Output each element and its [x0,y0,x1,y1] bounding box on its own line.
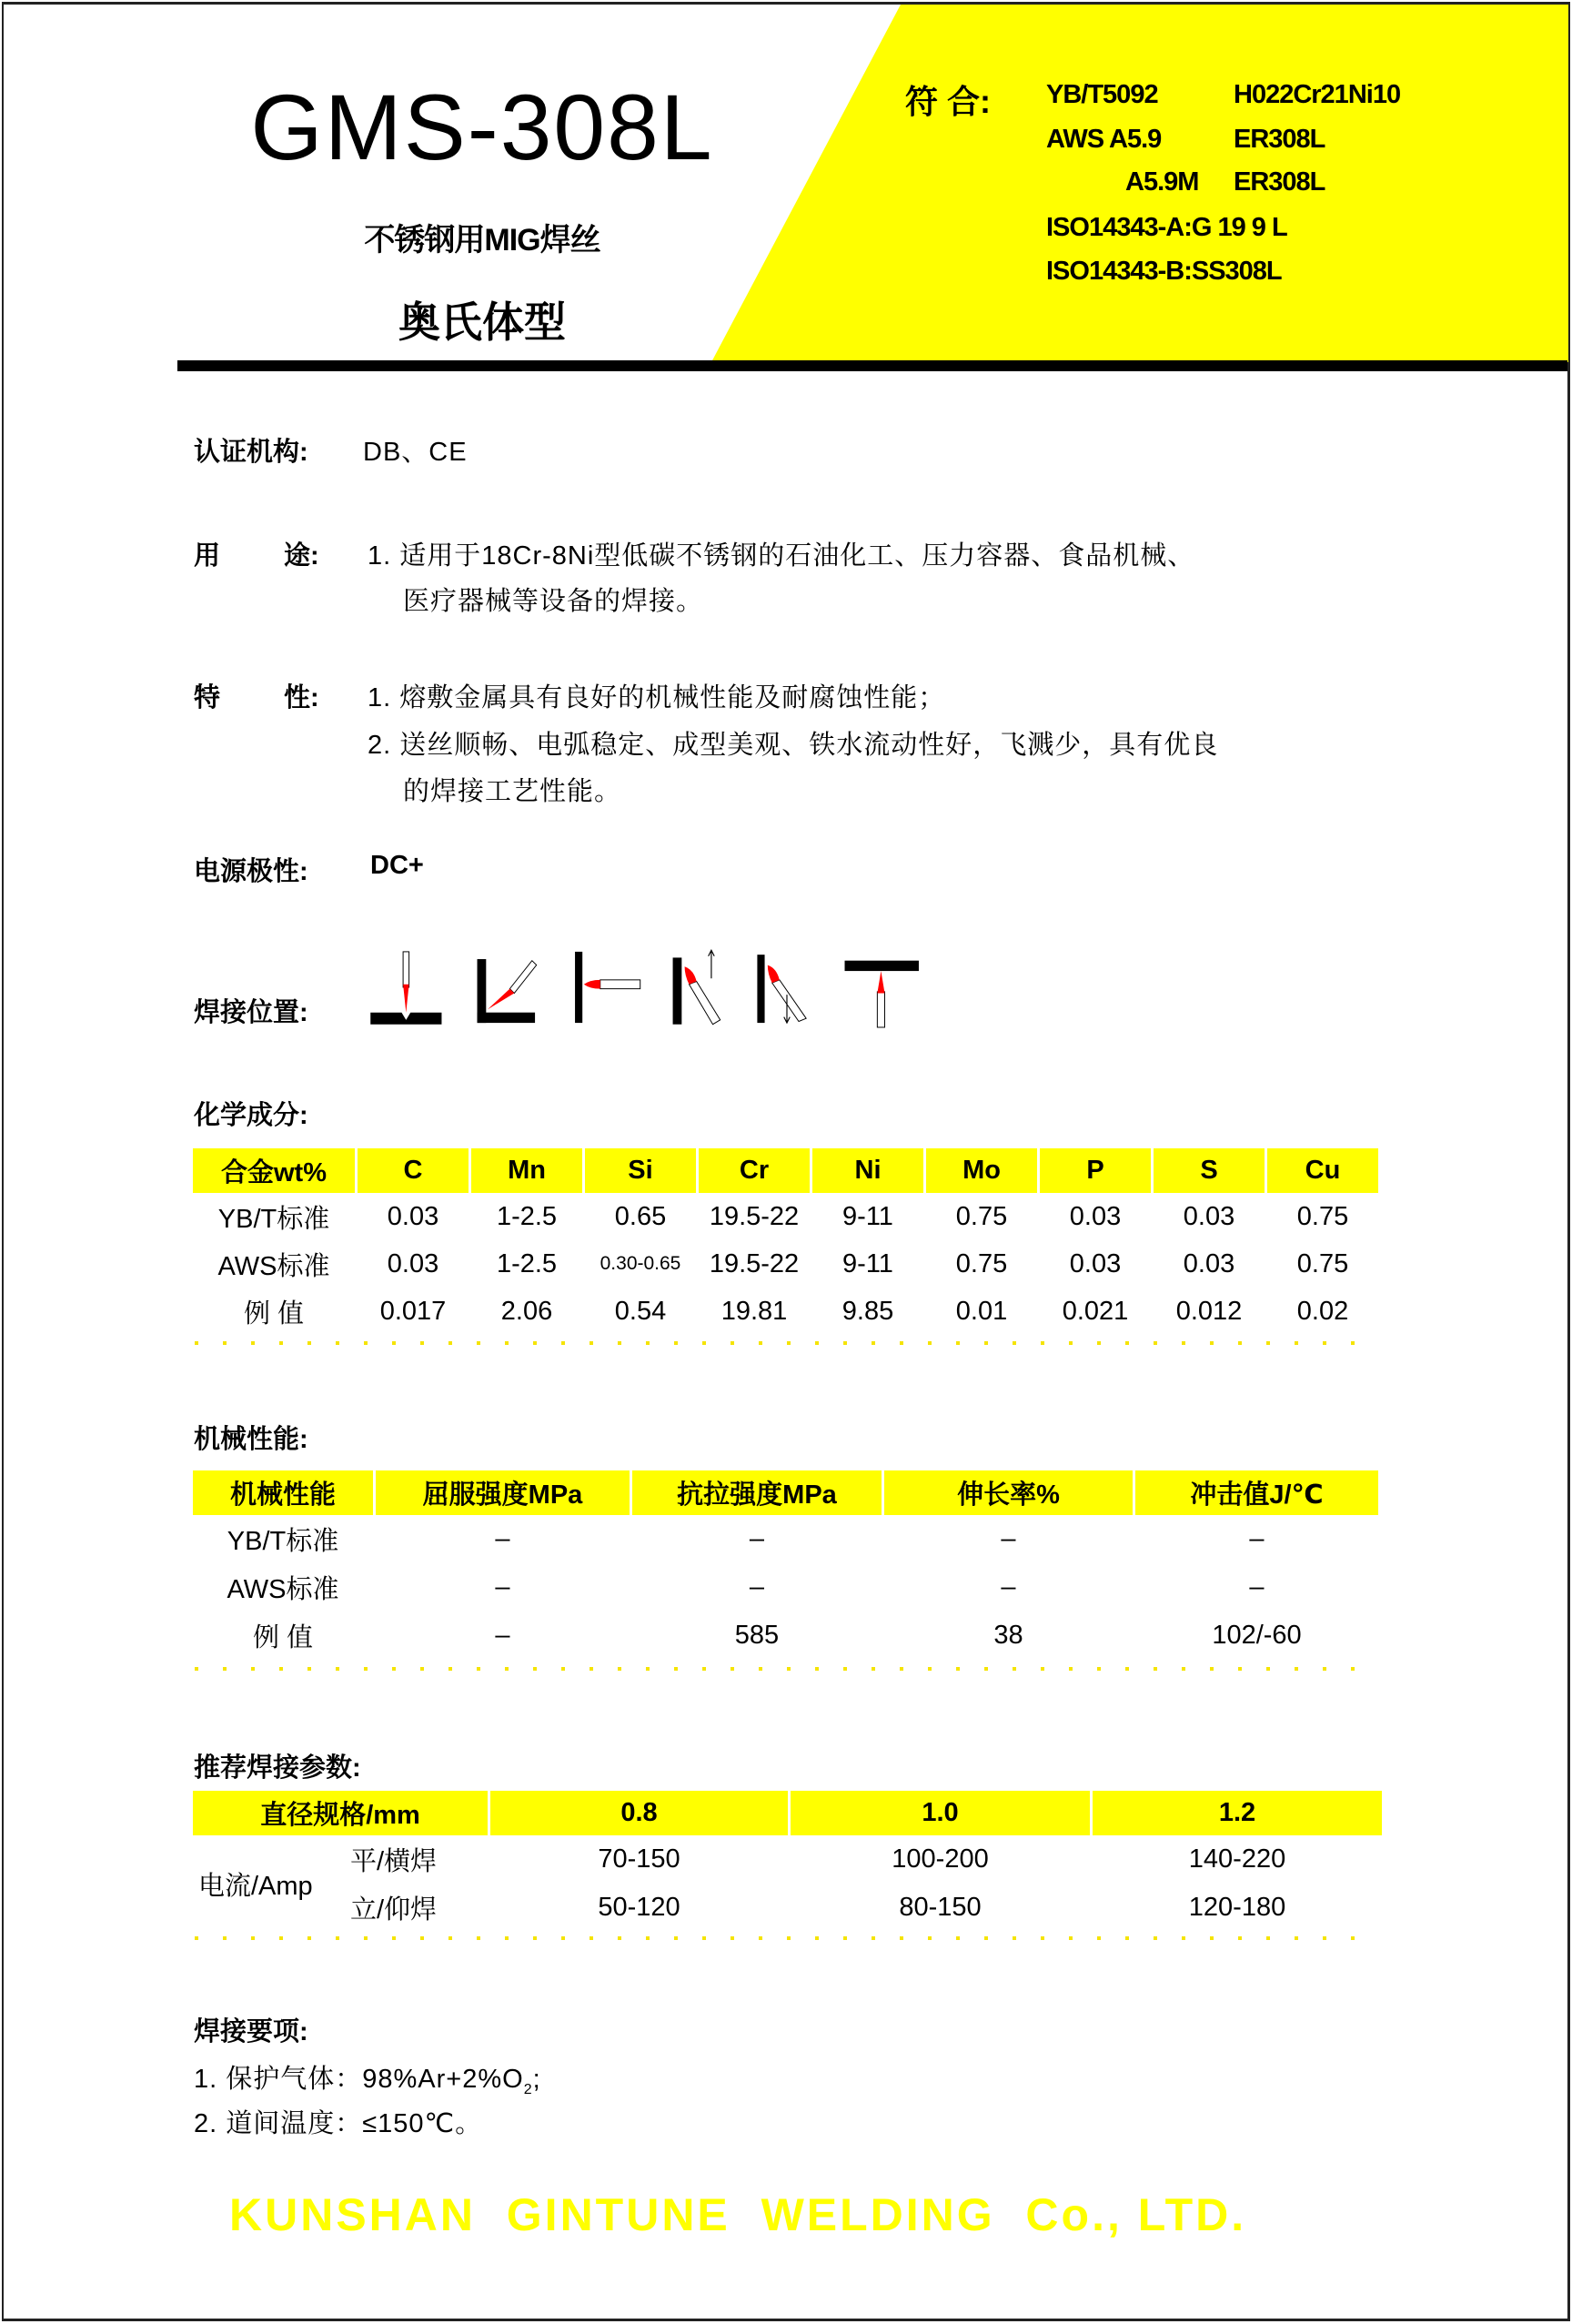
overhead-position-icon [845,961,919,1027]
welding-positions-diagram [368,943,931,1032]
col-header: 抗拉强度MPa [632,1470,882,1515]
table-row: 立/仰焊 50-120 80-150 120-180 [350,1893,1286,1925]
note-line [194,2058,541,2098]
table-header-row [193,1470,1378,1515]
usage-line: 医疗器械等设备的焊接。 [403,587,704,616]
grade: ER308L [1234,125,1325,154]
col-header: C [358,1148,469,1193]
product-type: 奥氏体型 [398,298,566,346]
standard: YB/T5092 [1046,80,1158,109]
dotted-divider [195,1667,1377,1671]
col-header: 屈服强度MPa [376,1470,630,1515]
table-header-row [193,1791,1382,1835]
col-header: 直径规格/mm [193,1791,488,1835]
grade: ER308L [1234,167,1325,197]
positions-label: 焊接位置: [194,998,308,1027]
standard: ISO14343-A:G 19 9 L [1046,213,1287,242]
features-line: 的焊接工艺性能。 [403,777,622,806]
col-header: 0.8 [490,1791,788,1835]
chem-title: 化学成分: [194,1101,308,1130]
features-label-b: 性: [284,683,319,712]
table-row: AWS标准 – – – – [227,1572,1265,1604]
note-text: ; [532,2065,541,2094]
col-header: 伸长率% [884,1470,1133,1515]
note-text: 1. 保护气体：98%Ar+2%O [194,2065,524,2094]
product-subtitle: 不锈钢用MIG焊丝 [364,223,600,258]
col-header: Cu [1267,1148,1378,1193]
cert-label: 认证机构: [194,438,308,467]
features-label-a: 特 [194,683,221,712]
product-title: GMS-308L [250,76,714,179]
table-header-row [193,1148,1378,1193]
chem-table [190,1148,1381,1335]
dotted-divider [195,1936,1377,1940]
table-row: 例 值 – 585 38 102/-60 [252,1621,1302,1652]
col-header: Cr [699,1148,810,1193]
cert-value: DB、CE [363,438,468,467]
usage-line: 1. 适用于18Cr-8Ni型低碳不锈钢的石油化工、压力容器、食品机械、 [368,541,1195,571]
header-divider [177,360,1567,371]
col-header: Ni [812,1148,923,1193]
usage-label-b: 途: [284,541,319,571]
dotted-divider [195,1341,1377,1345]
standard: A5.9M [1125,167,1199,197]
conform-label: 符 合: [905,83,991,120]
col-header: 合金wt% [193,1148,355,1193]
notes-title: 焊接要项: [194,2017,308,2046]
col-header: S [1154,1148,1265,1193]
note-subscript: 2 [523,2081,533,2097]
table-row: YB/T标准 – – – – [227,1524,1265,1556]
vertical-up-icon [673,950,720,1024]
standard: AWS A5.9 [1046,125,1162,154]
vertical-down-icon [757,955,806,1023]
table-row: AWS标准 0.03 1-2.5 0.30-0.65 19.5-22 9-11 0.75 0.03 0.03 0.75 [217,1248,1349,1281]
note-line: 2. 道间温度：≤150℃。 [194,2109,483,2138]
polarity-value: DC+ [370,851,424,880]
col-header: Mo [926,1148,1037,1193]
params-title: 推荐焊接参数: [194,1753,361,1783]
col-header: 冲击值J/℃ [1135,1470,1378,1515]
params-table [190,1791,1385,1932]
usage-label-a: 用 [194,541,221,571]
table-row: 电流/Amp 平/横焊 70-150 100-200 140-220 [193,1835,1382,1884]
features-line: 2. 送丝顺畅、电弧稳定、成型美观、铁水流动性好，飞溅少，具有优良 [368,731,1219,760]
table-row: YB/T标准 0.03 1-2.5 0.65 19.5-22 9-11 0.75 0.03 0.03 0.75 [217,1201,1349,1234]
mech-title: 机械性能: [194,1425,308,1454]
horizontal-fillet-icon [478,959,537,1023]
current-label: 电流/Amp [198,1871,313,1901]
mech-table [190,1470,1381,1660]
standard: ISO14343-B:SS308L [1046,257,1282,286]
col-header: 1.0 [791,1791,1090,1835]
flat-position-icon [370,952,441,1025]
features-line: 1. 熔敷金属具有良好的机械性能及耐腐蚀性能； [368,683,946,712]
grade: H022Cr21Ni10 [1234,80,1401,109]
col-header: 机械性能 [193,1470,373,1515]
col-header: Si [585,1148,696,1193]
company-name: KUNSHAN GINTUNE WELDING Co., LTD. [229,2189,1247,2240]
col-header: 1.2 [1093,1791,1382,1835]
vertical-plate-horizontal-icon [575,952,640,1023]
col-header: P [1040,1148,1151,1193]
table-row: 例 值 0.017 2.06 0.54 19.81 9.85 0.01 0.021 0.012 0.02 [243,1296,1349,1329]
col-header: Mn [471,1148,582,1193]
polarity-label: 电源极性: [194,857,308,886]
